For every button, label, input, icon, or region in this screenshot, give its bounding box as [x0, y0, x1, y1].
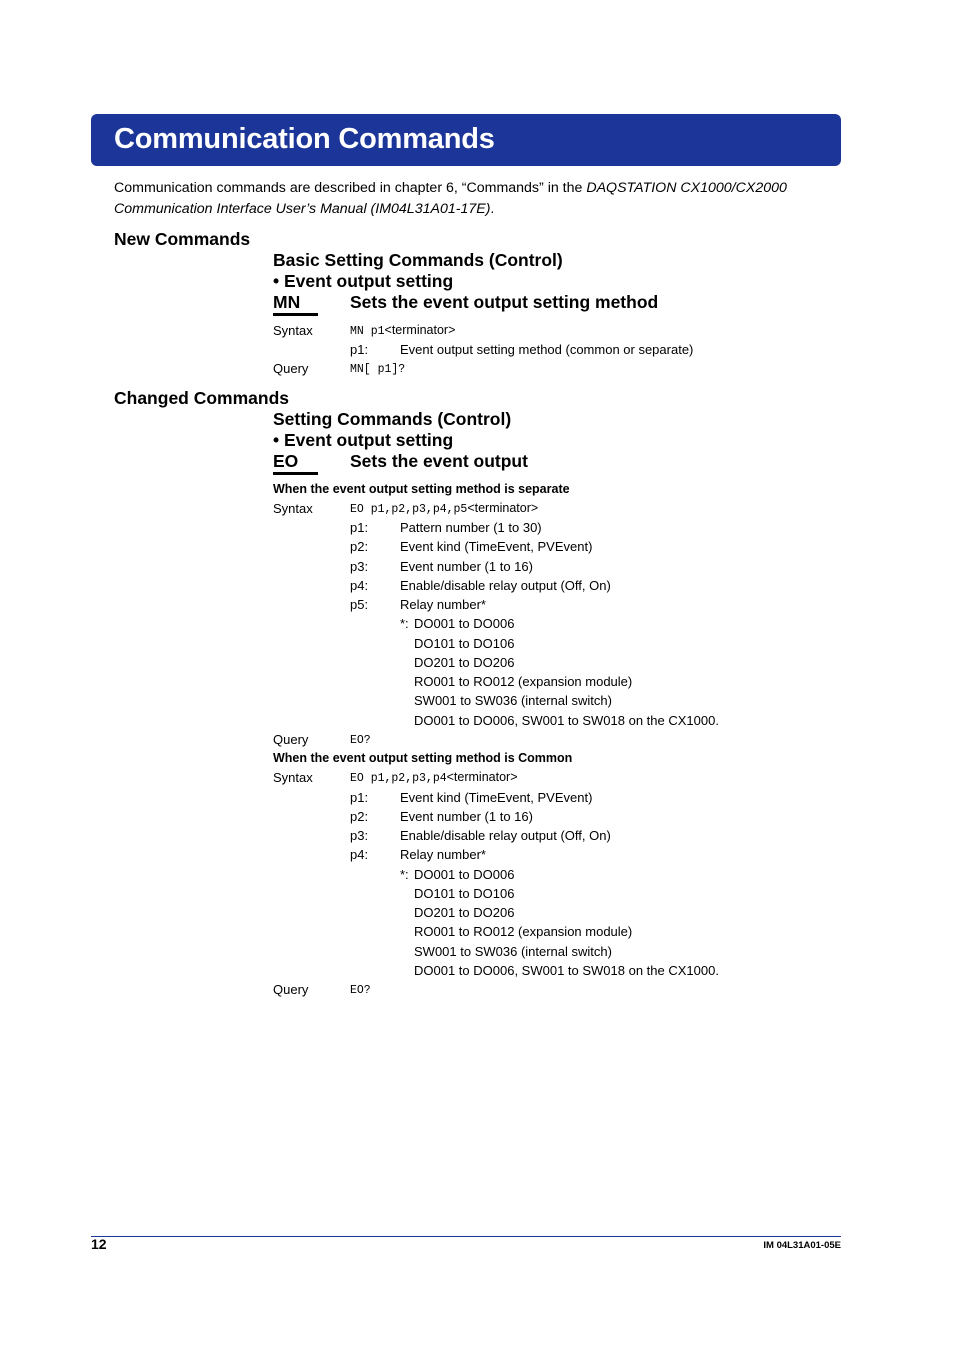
relay-range: RO001 to RO012 (expansion module) — [414, 674, 633, 689]
command-code-eo: EO — [273, 451, 318, 475]
relay-range: DO101 to DO106 — [414, 886, 515, 901]
query-code: EO? — [350, 734, 371, 747]
param-desc: Event kind (TimeEvent, PVEvent) — [400, 539, 593, 554]
syntax-label: Syntax — [273, 501, 313, 516]
param-desc: Event number (1 to 16) — [400, 809, 533, 824]
footnote-mark: *: — [400, 616, 409, 631]
page-title: Communication Commands — [114, 123, 495, 155]
command-desc-eo: Sets the event output — [350, 451, 528, 471]
relay-range: DO001 to DO006 — [414, 867, 515, 882]
syntax-label: Syntax — [273, 770, 313, 785]
page-number: 12 — [91, 1236, 107, 1252]
relay-range: RO001 to RO012 (expansion module) — [414, 924, 633, 939]
query-line — [350, 361, 405, 376]
param-desc: Event output setting method (common or separate) — [400, 342, 694, 357]
syntax-line — [350, 323, 455, 338]
syntax-code: MN p1 — [350, 325, 385, 338]
relay-range: DO201 to DO206 — [414, 905, 515, 920]
query-code: EO? — [350, 984, 371, 997]
param-name: p5: — [350, 597, 369, 612]
query-label: Query — [273, 361, 309, 376]
relay-range: DO101 to DO106 — [414, 636, 515, 651]
syntax-code: EO p1,p2,p3,p4,p5 — [350, 503, 468, 516]
intro-period: . — [490, 201, 495, 217]
syntax-terminator: <terminator> — [446, 770, 518, 784]
footnote-mark: *: — [400, 867, 409, 882]
param-name: p2: — [350, 539, 369, 554]
relay-range: DO001 to DO006 — [414, 616, 515, 631]
param-desc: Event number (1 to 16) — [400, 559, 533, 574]
setting-commands-group-heading: Setting Commands (Control) — [273, 409, 512, 429]
condition-separate: When the event output setting method is separate — [273, 482, 570, 496]
event-output-subgroup-heading: • Event output setting — [273, 271, 454, 291]
relay-range: DO201 to DO206 — [414, 655, 515, 670]
param-name: p2: — [350, 809, 369, 824]
param-name: p1: — [350, 520, 369, 535]
syntax-label: Syntax — [273, 323, 313, 338]
intro-text: Communication commands are described in chapter 6, “Commands” in the — [114, 180, 587, 196]
param-desc: Relay number* — [400, 847, 486, 862]
command-desc-mn: Sets the event output setting method — [350, 292, 659, 312]
title-banner — [91, 114, 841, 166]
condition-common: When the event output setting method is Common — [273, 751, 573, 765]
relay-range: DO001 to DO006, SW001 to SW018 on the CX1000. — [414, 963, 719, 978]
changed-commands-heading: Changed Commands — [114, 388, 290, 408]
syntax-code: EO p1,p2,p3,p4 — [350, 772, 447, 785]
relay-range: DO001 to DO006, SW001 to SW018 on the CX1000. — [414, 713, 719, 728]
query-label: Query — [273, 732, 309, 747]
param-name: p4: — [350, 578, 369, 593]
query-code: MN[ p1]? — [350, 363, 406, 376]
query-label: Query — [273, 982, 309, 997]
document-id: IM 04L31A01-05E — [763, 1240, 841, 1251]
param-name: p3: — [350, 559, 369, 574]
footer-rule — [91, 1236, 841, 1237]
syntax-terminator: <terminator> — [467, 501, 539, 515]
syntax-line — [350, 501, 538, 516]
param-name: p1: — [350, 790, 369, 805]
param-desc: Event kind (TimeEvent, PVEvent) — [400, 790, 593, 805]
query-line — [350, 982, 371, 997]
relay-range: SW001 to SW036 (internal switch) — [414, 693, 612, 708]
param-desc: Enable/disable relay output (Off, On) — [400, 578, 611, 593]
query-line — [350, 732, 371, 747]
param-name: p1: — [350, 342, 369, 357]
param-name: p4: — [350, 847, 369, 862]
param-desc: Relay number* — [400, 597, 486, 612]
relay-range: SW001 to SW036 (internal switch) — [414, 944, 612, 959]
event-output-subgroup-heading: • Event output setting — [273, 430, 454, 450]
syntax-line — [350, 770, 518, 785]
param-name: p3: — [350, 828, 369, 843]
intro-paragraph — [114, 178, 787, 220]
command-code-mn: MN — [273, 292, 318, 316]
new-commands-heading: New Commands — [114, 229, 251, 249]
param-desc: Enable/disable relay output (Off, On) — [400, 828, 611, 843]
basic-setting-group-heading: Basic Setting Commands (Control) — [273, 250, 563, 270]
manual-title-line1: DAQSTATION CX1000/CX2000 — [586, 180, 787, 196]
param-desc: Pattern number (1 to 30) — [400, 520, 542, 535]
manual-title-line2: Communication Interface User’s Manual (IM04L31A01-17E) — [114, 201, 491, 217]
syntax-terminator: <terminator> — [384, 323, 456, 337]
